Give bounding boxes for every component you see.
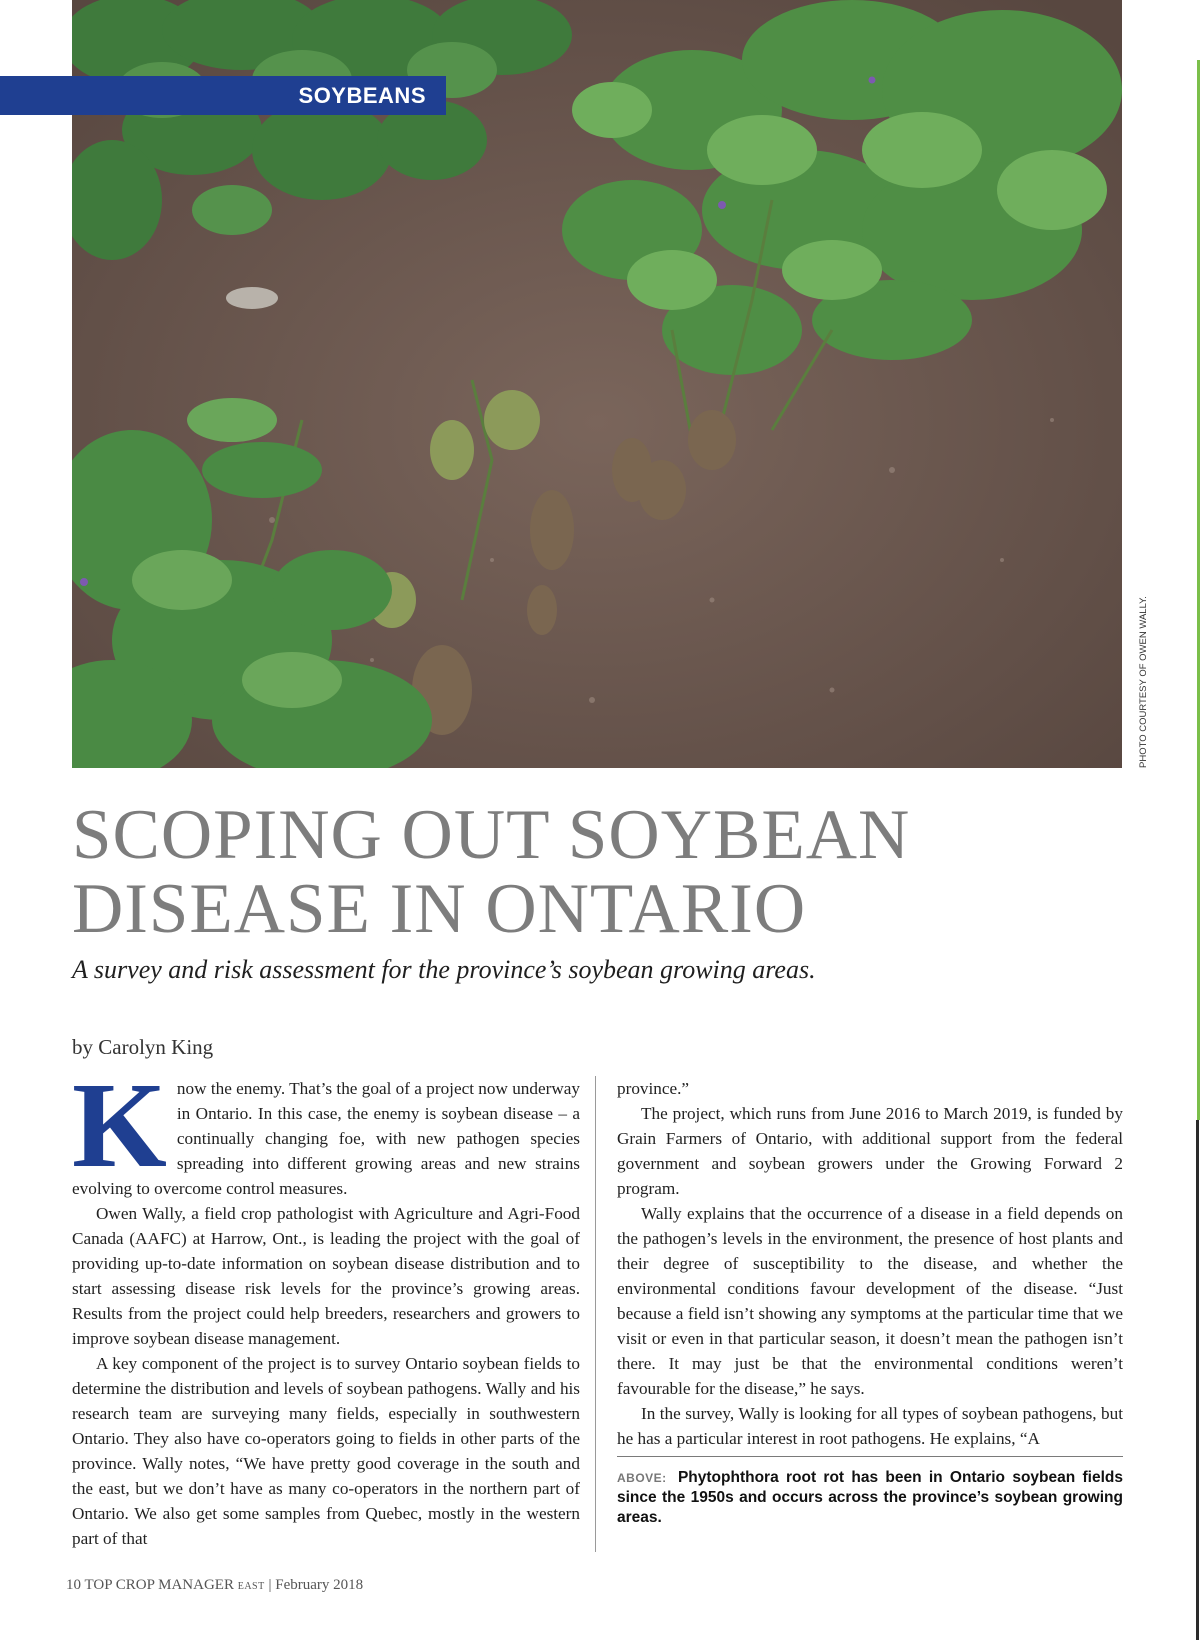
page-footer (66, 1577, 363, 1594)
paragraph: Owen Wally, a field crop pathologist with Agriculture and Agri-Food Canada (AAFC) at Harrow, Ont., is leading the project with the goal of providing up-to-date information on soybean disease distribution and to start assessing disease risk levels for the province’s growing areas. Results from the project could help breeders, researchers and growers to improve soybean disease management. (72, 1204, 580, 1348)
issue-date: February 2018 (275, 1577, 364, 1593)
paragraph: The project, which runs from June 2016 to March 2019, is funded by Grain Farmers of Ontario, with additional support from the federal government and soybean growers under the Growing Forward 2 program. (617, 1104, 1123, 1198)
paragraph: province.” (617, 1079, 690, 1098)
paragraph: A key component of the project is to survey Ontario soybean fields to determine the distribution and levels of soybean pathogens. Wally and his research team are surveying many fields, especially in southwestern Ontario. They also have co-operators going to fields in other parts of the province. Wally notes, “We have pretty good coverage in the south and the east, but we don’t have as many co-operators in the northern part of Ontario. We also get some samples from Quebec, mostly in the western part of that (72, 1354, 580, 1548)
page-number: 10 (66, 1577, 81, 1593)
soybean-field-photo (72, 0, 1122, 768)
column-divider (595, 1076, 596, 1552)
headline-line-1: SCOPING OUT SOYBEAN (72, 796, 911, 874)
photo-credit: PHOTO COURTESY OF OWEN WALLY. (1138, 596, 1149, 768)
article-subtitle: A survey and risk assessment for the province’s soybean growing areas. (72, 955, 816, 984)
magazine-edition: EAST (237, 1581, 265, 1592)
edge-accent-line-dark (1196, 1120, 1199, 1640)
caption-text: Phytophthora root rot has been in Ontario soybean fields since the 1950s and occurs across the province’s soybean growing areas. (617, 1469, 1123, 1526)
paragraph: In the survey, Wally is looking for all types of soybean pathogens, but he has a particular interest in root pathogens. He explains, “A (617, 1404, 1123, 1448)
paragraph: now the enemy. That’s the goal of a project now underway in Ontario. In this case, the enemy is soybean disease – a continually changing foe, with new pathogen species spreading into different growing areas and new strains evolving to overcome control measures. (72, 1079, 580, 1198)
footer-separator: | (268, 1577, 272, 1593)
paragraph: Wally explains that the occurrence of a disease in a field depends on the pathogen’s levels in the environment, the presence of host plants and their degree of susceptibility to the disease, and whether the environmental conditions favour development of the disease. “Just because a field isn’t showing any symptoms at the particular time that we visit or even in that particular season, it doesn’t mean the pathogen isn’t there. It may just be that the environmental conditions weren’t favourable for the disease,” he says. (617, 1204, 1123, 1398)
headline-line-2: DISEASE IN ONTARIO (72, 870, 807, 948)
drop-cap: K (72, 1076, 167, 1193)
article-column-2 (617, 1076, 1123, 1456)
section-tab: SOYBEANS (0, 76, 446, 115)
magazine-name: TOP CROP MANAGER (84, 1577, 234, 1593)
caption-rule (617, 1456, 1123, 1457)
byline: by Carolyn King (72, 1035, 214, 1059)
photo-caption (617, 1468, 1123, 1528)
caption-lead: ABOVE: (617, 1471, 667, 1485)
article-column-1 (72, 1076, 580, 1556)
article-headline (72, 798, 1152, 946)
